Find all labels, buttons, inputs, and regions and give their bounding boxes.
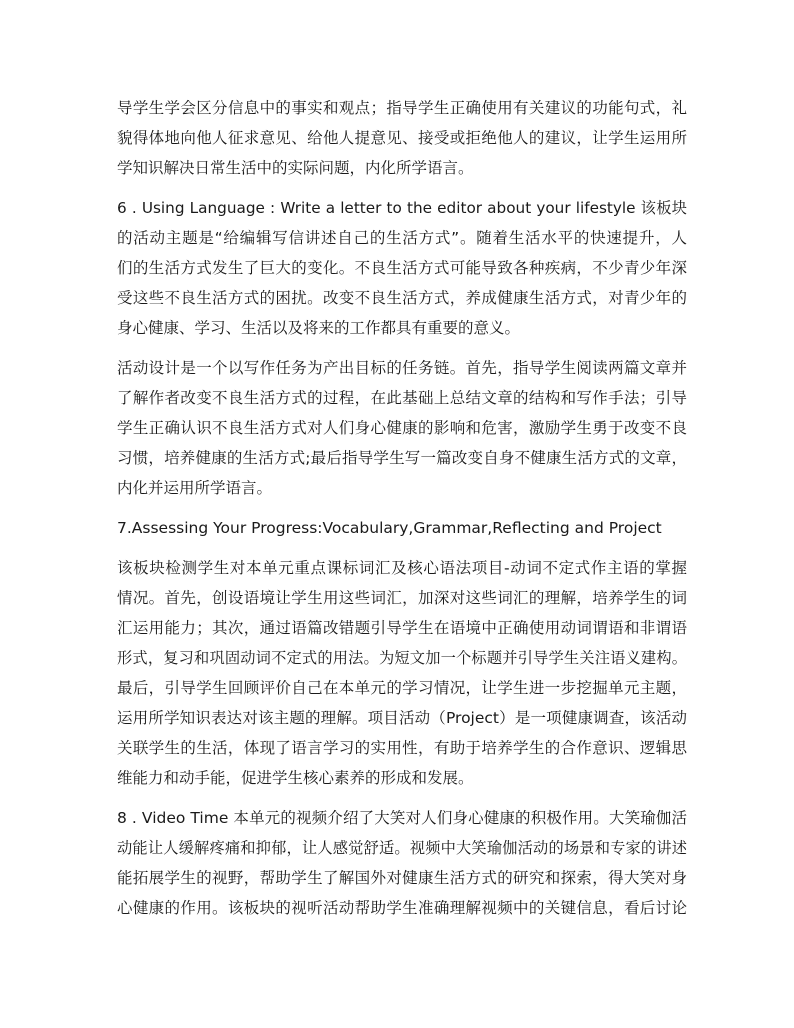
- text-line: 导学生学会区分信息中的事实和观点；指导学生正确使用有关建议的功能句式，礼: [117, 99, 687, 117]
- text-line: 的活动主题是“给编辑写信讲述自己的生活方式”。随着生活水平的快速提升，人: [117, 229, 687, 247]
- text-line: 受这些不良生活方式的困扰。改变不良生活方式，养成健康生活方式，对青少年的: [117, 289, 687, 307]
- text-line: 关联学生的生活，体现了语言学习的实用性，有助于培养学生的合作意识、逻辑思: [117, 739, 687, 757]
- text-line: 们的生活方式发生了巨大的变化。不良生活方式可能导致各种疾病，不少青少年深: [117, 259, 687, 277]
- text-line: 运用所学知识表达对该主题的理解。项目活动（Project）是一项健康调查，该活动: [117, 709, 687, 727]
- text-line: 身心健康、学习、生活以及将来的工作都具有重要的意义。: [117, 319, 521, 337]
- section-6-heading-line: 6 . Using Language : Write a letter to the editor about your lifestyle 该板块: [117, 199, 687, 217]
- text-line: 形式，复习和巩固动词不定式的用法。为短文加一个标题并引导学生关注语义建构。: [117, 649, 687, 667]
- text-line: 活动设计是一个以写作任务为产出目标的任务链。首先，指导学生阅读两篇文章并: [117, 359, 687, 377]
- text-line: 学生正确认识不良生活方式对人们身心健康的影响和危害，激励学生勇于改变不良: [117, 419, 687, 437]
- text-line: 最后，引导学生回顾评价自己在本单元的学习情况，让学生进一步挖掘单元主题，: [117, 679, 687, 697]
- text-line: 该板块检测学生对本单元重点课标词汇及核心语法项目-动词不定式作主语的掌握: [117, 559, 687, 577]
- text-line: 学知识解决日常生活中的实际问题，内化所学语言。: [117, 159, 474, 177]
- section-8-heading-line: 8 . Video Time 本单元的视频介绍了大笑对人们身心健康的积极作用。大笑瑜伽活: [117, 809, 687, 827]
- section-7-heading: 7.Assessing Your Progress:Vocabulary,Grammar,Reflecting and Project: [117, 519, 662, 537]
- text-line: 内化并运用所学语言。: [117, 479, 273, 497]
- text-line: 情况。首先，创设语境让学生用这些词汇，加深对这些词汇的理解，培养学生的词: [117, 589, 687, 607]
- text-line: 了解作者改变不良生活方式的过程，在此基础上总结文章的结构和写作手法；引导: [117, 389, 687, 407]
- text-line: 貌得体地向他人征求意见、给他人提意见、接受或拒绝他人的建议，让学生运用所: [117, 129, 687, 147]
- text-line: 习惯，培养健康的生活方式;最后指导学生写一篇改变自身不健康生活方式的文章，: [117, 449, 687, 467]
- text-line: 心健康的作用。该板块的视听活动帮助学生准确理解视频中的关键信息，看后讨论: [117, 899, 687, 917]
- text-line: 维能力和动手能，促进学生核心素养的形成和发展。: [117, 769, 474, 787]
- text-line: 汇运用能力；其次，通过语篇改错题引导学生在语境中正确使用动词谓语和非谓语: [117, 619, 687, 637]
- text-line: 能拓展学生的视野，帮助学生了解国外对健康生活方式的研究和探索，得大笑对身: [117, 869, 687, 887]
- text-line: 动能让人缓解疼痛和抑郁，让人感觉舒适。视频中大笑瑜伽活动的场景和专家的讲述: [117, 839, 687, 857]
